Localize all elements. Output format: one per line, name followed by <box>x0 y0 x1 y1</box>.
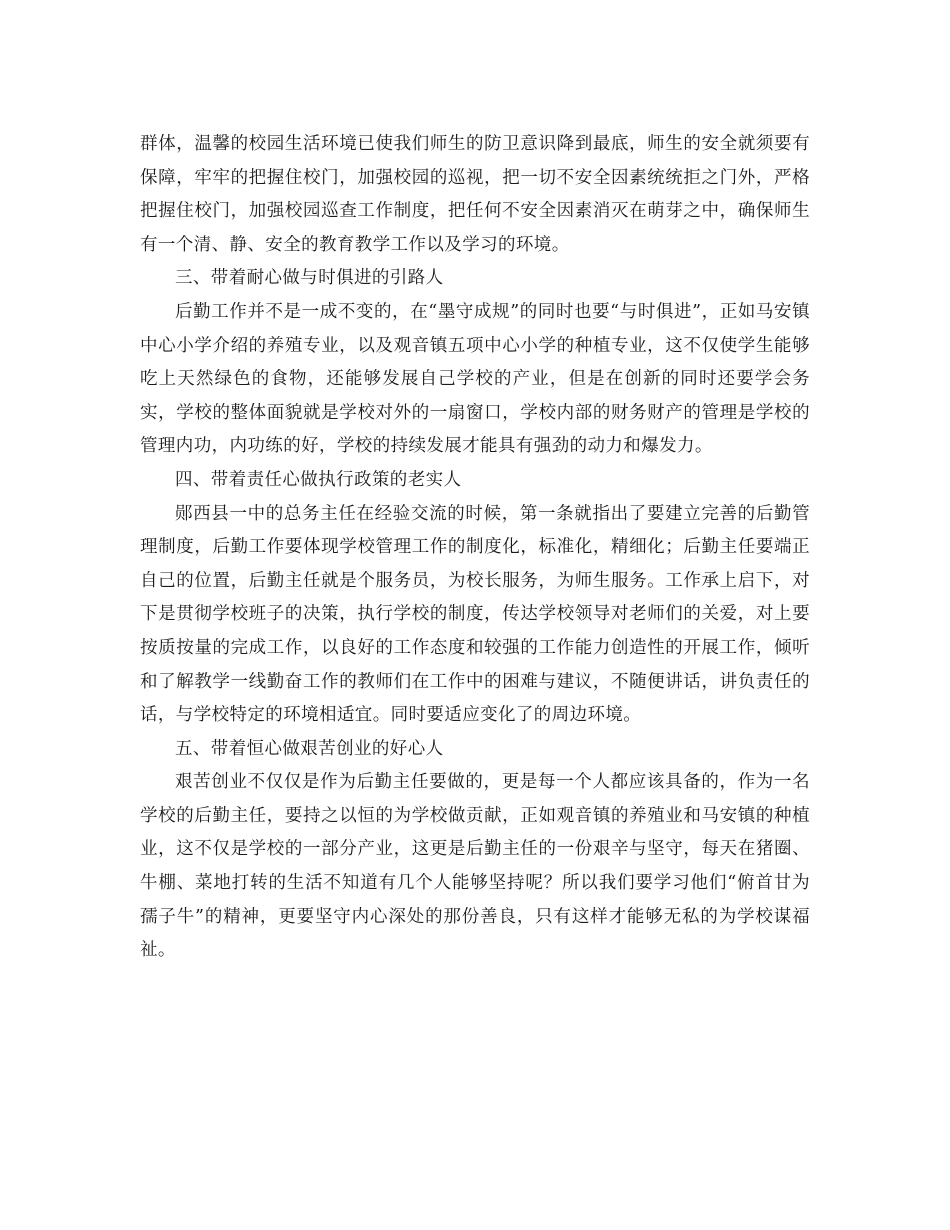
document-body <box>140 128 810 968</box>
paragraph: 后勤工作并不是一成不变的，在“墨守成规”的同时也要“与时俱进”，正如马安镇中心小学介绍的养殖专业，以及观音镇五项中心小学的种植专业，这不仅使学生能够吃上天然绿色的食物，还能够发展自己学校的产业，但是在创新的同时还要学会务实，学校的整体面貌就是学校对外的一扇窗口，学校内部的财务财产的管理是学校的管理内功，内功练的好，学校的持续发展才能具有强劲的动力和爆发力。 <box>140 301 810 457</box>
paragraph: 郧西县一中的总务主任在经验交流的时候，第一条就指出了要建立完善的后勤管理制度，后勤工作要体现学校管理工作的制度化，标准化，精细化；后勤主任要端正自己的位置，后勤主任就是个服务员，为校长服务，为师生服务。工作承上启下，对下是贯彻学校班子的决策，执行学校的制度，传达学校领导对老师们的关爱，对上要按质按量的完成工作，以良好的工作态度和较强的工作能力创造性的开展工作，倾听和了解教学一线勤奋工作的教师们在工作中的困难与建议，不随便讲话，讲负责任的话，与学校特定的环境相适宜。同时要适应变化了的周边环境。 <box>140 503 810 726</box>
section-heading-3: 三、带着耐心做与时俱进的引路人 <box>175 268 444 289</box>
paragraph-continued: 群体，温馨的校园生活环境已使我们师生的防卫意识降到最底，师生的安全就须要有保障，牢牢的把握住校门，加强校园的巡视，把一切不安全因素统统拒之门外，严格把握住校门，加强校园巡查工作制度，把任何不安全因素消灭在萌芽之中，确保师生有一个清、静、安全的教育教学工作以及学习的环境。 <box>140 134 810 255</box>
paragraph: 艰苦创业不仅仅是作为后勤主任要做的，更是每一个人都应该具备的，作为一名学校的后勤主任，要持之以恒的为学校做贡献，正如观音镇的养殖业和马安镇的种植业，这不仅是学校的一部分产业，这更是后勤主任的一份艰辛与坚守，每天在猪圈、牛棚、菜地打转的生活不知道有几个人能够坚持呢？所以我们要学习他们“俯首甘为孺子牛”的精神，更要坚守内心深处的那份善良，只有这样才能够无私的为学校谋福祉。 <box>140 772 810 961</box>
section-heading-4: 四、带着责任心做执行政策的老实人 <box>175 469 462 490</box>
section-heading-5: 五、带着恒心做艰苦创业的好心人 <box>175 738 444 759</box>
